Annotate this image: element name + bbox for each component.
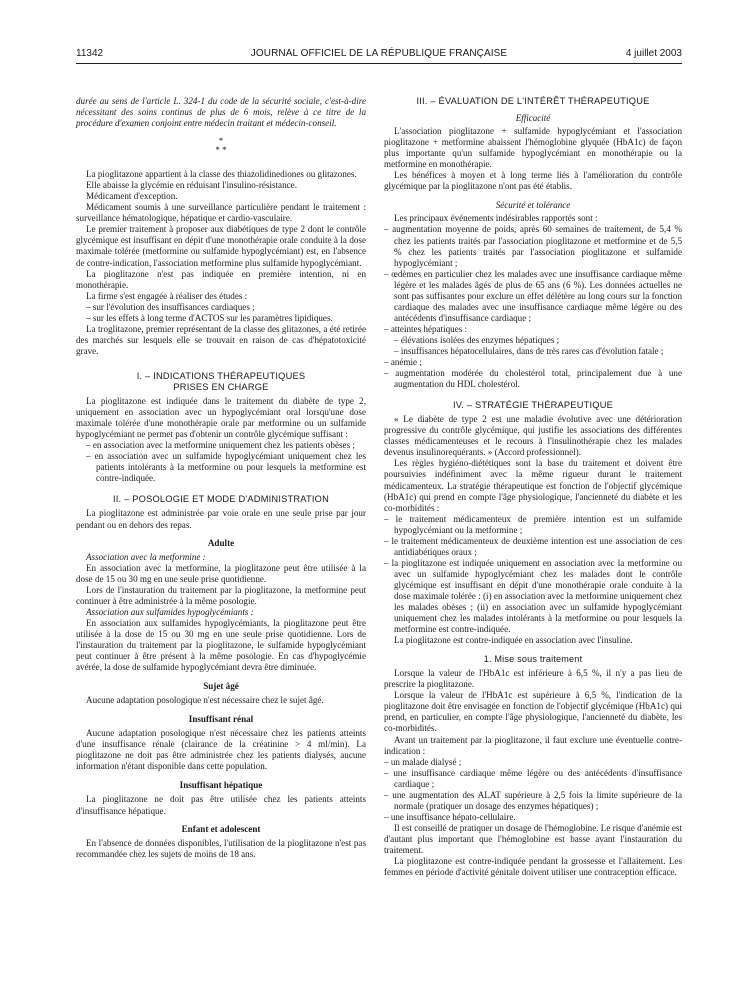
journal-title: JOURNAL OFFICIEL DE LA RÉPUBLIQUE FRANÇAISE: [250, 48, 508, 59]
subheading-sujet-age: Sujet âgé: [203, 681, 239, 692]
list-item: – une augmentation des ALAT supérieure à 2,5 fois la limite supérieure de la normale (pratiquer un dosage des enzymes hépatiques) ;: [384, 789, 682, 811]
subheading-efficacite: Efficacité: [515, 113, 551, 124]
page-number: 11342: [76, 48, 104, 59]
section-heading-3: III. – ÉVALUATION DE L'INTÉRÊT THÉRAPEUTIQUE: [416, 96, 650, 106]
section-heading-2: II. – POSOLOGIE ET MODE D'ADMINISTRATION: [112, 494, 330, 505]
left-column: [76, 96, 366, 860]
paragraph: Le premier traitement à proposer aux diabétiques de type 2 dont le contrôle glycémique est insuffisant en dépit d'une monothérapie orale conduite à la dose maximale tolérée (metformine ou sulfamide hypoglycémiant) est, en l'absence de contre-indication, l'association metformine plus sulfamide hypoglycémiant.: [76, 224, 366, 268]
subheading-insuffisant-renal: Insuffisant rénal: [188, 714, 254, 725]
intro-paragraph: durée au sens de l'article L. 324-1 du code de la sécurité sociale, c'est-à-dire nécessitant des soins continus de plus de 6 mois, relève à ce titre de la procédure d'examen conjoint entre médecin traitant et médecin-conseil.: [76, 96, 366, 129]
paragraph: En association aux sulfamides hypoglycémiants, la pioglitazone peut être utilisée à la dose de 15 ou 30 mg en une seule prise quotidienne. Lors de l'instauration du traitement par la pioglitazone, le sulfamide hypoglycémiant peut continuer à être présent à la même posologie. En cas d'hypoglycémie avérée, la dose de sulfamide hypoglycémiant devra être diminuée.: [76, 617, 366, 673]
separator-stars-bottom: * *: [215, 145, 227, 156]
paragraph: La firme s'est engagée à réaliser des études :: [86, 290, 248, 301]
list-item: – sur les effets à long terme d'ACTOS sur les paramètres lipidiques.: [86, 312, 333, 323]
right-column: [384, 96, 682, 878]
paragraph: La pioglitazone ne doit pas être utilisée chez les patients atteints d'insuffisance hépatique.: [76, 794, 366, 816]
paragraph: La pioglitazone est contre-indiquée en association avec l'insuline.: [394, 635, 633, 646]
section-heading-1: I. – INDICATIONS THÉRAPEUTIQUES: [136, 370, 306, 381]
header-rule: [76, 63, 682, 64]
paragraph: Aucune adaptation posologique n'est nécessaire chez le sujet âgé.: [86, 695, 324, 706]
subheading-insuffisant-hepatique: Insuffisant hépatique: [179, 780, 263, 791]
paragraph: Les principaux événements indésirables rapportés sont :: [394, 213, 598, 224]
list-item: – augmentation modérée du cholestérol total, principalement due à une augmentation du HDL cholestérol.: [384, 368, 682, 390]
italic-subheading: Association avec la metformine :: [86, 551, 206, 562]
paragraph: La troglitazone, premier représentant de la classe des glitazones, a été retirée des marchés sur lesquels elle se trouvait en raison de cas d'hépatotoxicité grave.: [76, 323, 366, 356]
list-item: – atteintes hépatiques :: [384, 323, 468, 334]
paragraph: Les bénéfices à moyen et à long terme liés à l'amélioration du contrôle glycémique par la pioglitazone n'ont pas été établis.: [384, 170, 682, 192]
paragraph: En association avec la metformine, la pioglitazone peut être utilisée à la dose de 15 ou 30 mg en une seule prise quotidienne.: [76, 562, 366, 584]
paragraph: Avant un traitement par la pioglitazone, il faut exclure une éventuelle contre-indication :: [384, 734, 682, 756]
list-item: – augmentation moyenne de poids, après 60 semaines de traitement, de 5,4 % chez les patients traités par l'association pioglitazone et metformine et de 5,5 % chez les patients traités par l'association pioglitazone et sulfamide hypoglycémiant ;: [384, 224, 682, 268]
paragraph: Il est conseillé de pratiquer un dosage de l'hémoglobine. Le risque d'anémie est d'autant plus important que l'hémoglobine est basse avant l'instauration du traitement.: [384, 822, 682, 855]
list-item: – en association avec un sulfamide hypoglycémiant uniquement chez les patients intolérants à la metformine ou pour lesquels la metformine est contre-indiquée.: [86, 451, 366, 484]
subheading-enfant: Enfant et adolescent: [181, 823, 261, 834]
subsection-heading-mise-sous-traitement: 1. Mise sous traitement: [483, 654, 583, 665]
paragraph: « Le diabète de type 2 est une maladie évolutive avec une détérioration progressive du contrôle glycémique, qui justifie les associations des différentes classes médicamenteuses et le recours à l'insulinothérapie chez les malades devenus insulinorequérants. » (Accord professionnel).: [384, 414, 682, 458]
sub-list-item: – élévations isolées des enzymes hépatiques ;: [394, 334, 560, 345]
list-item: – œdèmes en particulier chez les malades avec une insuffisance cardiaque même légère et les malades âgés de plus de 65 ans (6 %). Les données actuelles ne sont pas suffisantes pour exclure un effet délétère au long cours sur la fonction cardiaque des malades avec une insuffisance cardiaque même légère ou des antécédents d'insuffisance cardiaque ;: [384, 268, 682, 323]
paragraph: L'association pioglitazone + sulfamide hypoglycémiant et l'association pioglitazone + metformine abaissent l'hémoglobine glyquée (HbA1c) de façon plus importante qu'un sulfamide hypoglycémiant en monothérapie ou la metformine en monothérapie.: [384, 126, 682, 170]
subheading-adulte: Adulte: [207, 537, 235, 548]
list-item: – une insuffisance hépato-cellulaire.: [384, 811, 516, 822]
paragraph: Médicament soumis à une surveillance particulière pendant le traitement : surveillance hématologique, hépatique et cardio-vasculaire.: [76, 202, 366, 224]
paragraph: Aucune adaptation posologique n'est nécessaire chez les patients atteints d'une insuffisance rénale (clairance de la créatinine > 4 ml/min). La pioglitazone ne doit pas être administrée chez les patients dialysés, aucune information n'étant disponible dans cette population.: [76, 728, 366, 772]
subheading-securite: Sécurité et tolérance: [495, 200, 571, 211]
paragraph: La pioglitazone est contre-indiquée pendant la grossesse et l'allaitement. Les femmes en période d'activité génitale doivent utiliser une contraception efficace.: [384, 856, 682, 878]
page-header: [76, 48, 682, 64]
paragraph: La pioglitazone appartient à la classe des thiazolidinediones ou glitazones.: [86, 169, 357, 180]
section-heading-4: IV. – STRATÉGIE THÉRAPEUTIQUE: [452, 400, 614, 411]
paragraph: La pioglitazone est indiquée dans le traitement du diabète de type 2, uniquement en association avec un hypoglycémiant oral lorsqu'une dose maximale tolérée d'une monothérapie orale par metformine ou un sulfamide hypoglycémiant ne permet pas d'obtenir un contrôle glycémique suffisant :: [76, 396, 366, 440]
paragraph: Les règles hygiéno-diététiques sont la base du traitement et doivent être poursuivies indéfiniment avec la même rigueur durant le traitement médicamenteux. La stratégie thérapeutique est fonction de l'objectif glycémique (HbA1c) qui prend en compte l'âge physiologique, l'ancienneté du diabète et les co-morbidités :: [384, 458, 682, 513]
list-item: – sur l'évolution des insuffisances cardiaques ;: [86, 301, 255, 312]
italic-subheading: Association aux sulfamides hypoglycémiants :: [86, 606, 254, 617]
paragraph: Lorsque la valeur de l'HbA1c est inférieure à 6,5 %, il n'y a pas lieu de prescrire la pioglitazone.: [384, 668, 682, 690]
paragraph: Médicament d'exception.: [86, 191, 178, 202]
separator-star-top: *: [218, 136, 224, 147]
paragraph: Lors de l'instauration du traitement par la pioglitazone, la metformine peut continuer à être administrée à la même posologie.: [76, 584, 366, 606]
list-item: – un malade dialysé ;: [384, 756, 462, 767]
list-item: – anémie ;: [384, 357, 422, 368]
paragraph: Elle abaisse la glycémie en réduisant l'insulino-résistance.: [86, 180, 297, 191]
list-item: – le traitement médicamenteux de deuxième intention est une association de ces antidiabétiques oraux ;: [384, 535, 682, 557]
paragraph: En l'absence de données disponibles, l'utilisation de la pioglitazone n'est pas recommandée chez les sujets de moins de 18 ans.: [76, 837, 366, 859]
section-heading-1-line2: PRISES EN CHARGE: [173, 381, 269, 392]
list-item: – la pioglitazone est indiquée uniquement en association avec la metformine ou avec un sulfamide hypoglycémiant chez les malades dont le contrôle glycémique est insuffisant en dépit d'une monothérapie orale conduite à la dose maximale tolérée : (i) en association avec la metformine uniquement chez les malades obèses ; (ii) en association avec un sulfamide hypoglycémiant uniquement chez les malades intolérants à la metformine ou pour lesquels la metformine est contre-indiquée.: [384, 557, 682, 635]
sub-list-item: – insuffisances hépatocellulaires, dans de très rares cas d'évolution fatale ;: [394, 345, 664, 356]
paragraph: Lorsque la valeur de l'HbA1c est supérieure à 6,5 %, l'indication de la pioglitazone doit être envisagée en fonction de l'objectif glycémique (HbA1c) qui prend, en particulier, en compte l'âge physiologique, l'ancienneté du diabète, les co-morbidités.: [384, 690, 682, 734]
list-item: – en association avec la metformine uniquement chez les patients obèses ;: [86, 440, 355, 451]
issue-date: 4 juillet 2003: [625, 48, 682, 59]
paragraph: La pioglitazone est administrée par voie orale en une seule prise par jour pendant ou en dehors des repas.: [76, 508, 366, 530]
paragraph: La pioglitazone n'est pas indiquée en première intention, ni en monothérapie.: [76, 268, 366, 290]
list-item: – le traitement médicamenteux de première intention est un sulfamide hypoglycémiant ou la metformine ;: [384, 513, 682, 535]
list-item: – une insuffisance cardiaque même légère ou des antécédents d'insuffisance cardiaque ;: [384, 767, 682, 789]
